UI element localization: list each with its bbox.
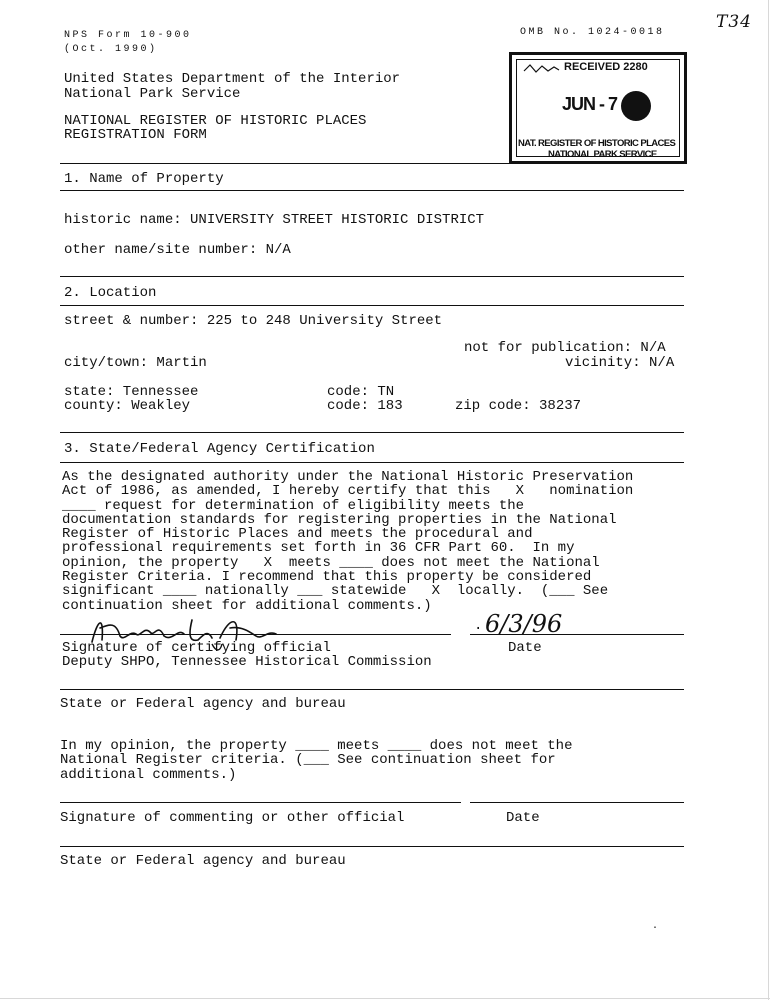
other-name: other name/site number: N/A [64, 242, 291, 258]
form-number: NPS Form 10-900 [64, 30, 192, 41]
section-2-bottom-rule [60, 305, 684, 306]
stamp-register-line: NAT. REGISTER OF HISTORIC PLACES [518, 138, 676, 149]
received-stamp [509, 52, 687, 164]
county: county: Weakley [64, 398, 191, 414]
omb-number: OMB No. 1024-0018 [520, 27, 665, 38]
zip-code: zip code: 38237 [455, 398, 582, 414]
signature-label: Signature of certifying official [62, 640, 331, 656]
scan-edge-right [768, 0, 769, 1000]
commenting-date-line [470, 802, 684, 803]
state-code: code: TN [327, 384, 395, 400]
commenting-agency-label: State or Federal agency and bureau [60, 853, 346, 869]
section-1-heading: 1. Name of Property [64, 171, 224, 187]
official-title: Deputy SHPO, Tennessee Historical Commission [62, 654, 432, 670]
stamp-smudge-icon [522, 61, 562, 77]
commenting-agency-rule [60, 846, 684, 847]
section-1-bottom-rule [60, 190, 684, 191]
agency-name: National Park Service [64, 86, 241, 102]
city-town: city/town: Martin [64, 355, 207, 371]
agency-rule [60, 689, 684, 690]
date-tick-mark: · [474, 621, 483, 637]
signature-line [60, 634, 451, 635]
form-title-line-1: NATIONAL REGISTER OF HISTORIC PLACES [64, 113, 367, 129]
scan-edge-bottom [0, 998, 770, 999]
county-code: code: 183 [327, 398, 403, 414]
stamp-date: JUN - 7 [562, 94, 618, 114]
agency-label: State or Federal agency and bureau [60, 696, 346, 712]
form-title-line-2: REGISTRATION FORM [64, 127, 207, 143]
stamp-received: RECEIVED 2280 [564, 61, 648, 73]
street-number: street & number: 225 to 248 University Street [64, 313, 443, 329]
signature-date: 6/3/96 [485, 610, 563, 638]
date-label: Date [508, 640, 542, 656]
commenting-signature-label: Signature of commenting or other official [60, 810, 405, 826]
opinion-statement: In my opinion, the property ____ meets ____ does not meet the National Register criteria. (___ See continuation sheet for additional comments.) [60, 738, 573, 783]
certification-statement: As the designated authority under the National Historic Preservation Act of 1986, as amended, I hereby certify that this X nomination ____ request for determination of eligibility meets the documentation standards for registering properties in the National Register of Historic Places and meets the procedural and professional requirements set forth in 36 CFR Part 60. In my opinion, the property X meets ____ does not meet the National Register Criteria. I recommend that this property be considered significant ____ nationally ___ statewide X locally. (___ See continuation sheet for additional comments.) [62, 469, 634, 614]
not-for-publication: not for publication: N/A [464, 340, 666, 356]
stamp-ink-blot [621, 91, 651, 121]
form-date: (Oct. 1990) [64, 44, 158, 55]
section-3-top-rule [60, 432, 684, 433]
date-line [470, 634, 684, 635]
corner-handwritten-note: T34 [716, 12, 752, 32]
vicinity: vicinity: N/A [565, 355, 675, 371]
department-name: United States Department of the Interior [64, 71, 401, 87]
section-1-top-rule [60, 163, 684, 164]
section-2-top-rule [60, 276, 684, 277]
section-3-bottom-rule [60, 462, 684, 463]
commenting-date-label: Date [506, 810, 540, 826]
scan-speck: · [652, 923, 659, 934]
historic-name: historic name: UNIVERSITY STREET HISTORIC DISTRICT [64, 212, 485, 228]
section-2-heading: 2. Location [64, 285, 157, 301]
state: state: Tennessee [64, 384, 199, 400]
section-3-heading: 3. State/Federal Agency Certification [64, 441, 375, 457]
commenting-signature-line [60, 802, 461, 803]
stamp-service-line: NATIONAL PARK SERVICE [548, 149, 657, 160]
